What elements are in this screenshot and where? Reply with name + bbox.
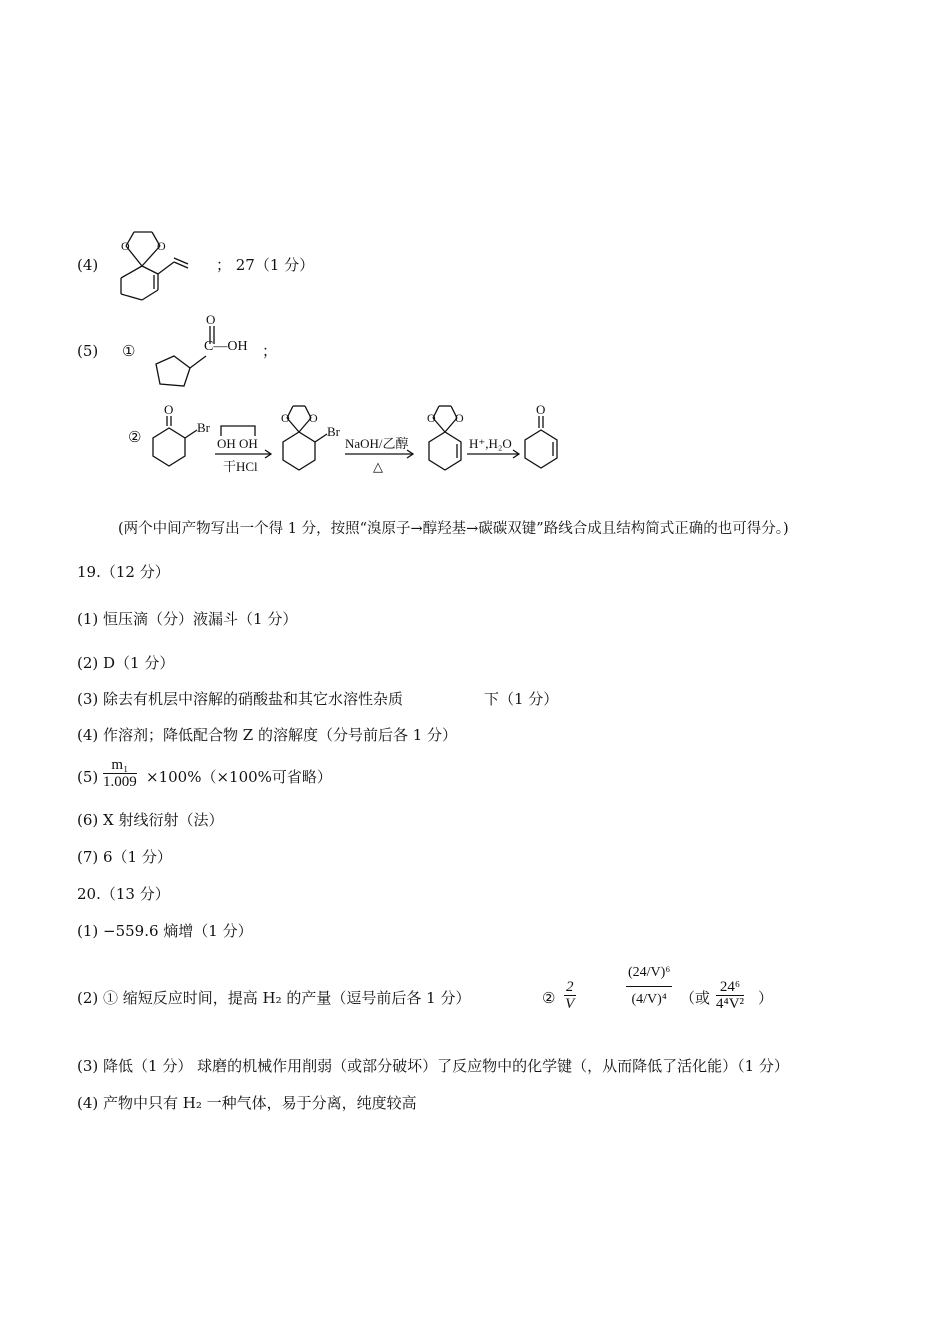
q20-f1-num: 2 (566, 979, 574, 995)
q18-5-sub1: ① (122, 342, 136, 360)
q20-answer-2: (2) ① 缩短反应时间，提高 H₂ 的产量（逗号前后各 1 分） (77, 989, 471, 1007)
o-label: O (206, 312, 216, 327)
q19-answer-1: (1) 恒压滴（分）液漏斗（1 分） (77, 610, 298, 628)
q20-f2-den: (4/V)⁴ (631, 992, 667, 1007)
ketone-o: O (164, 402, 174, 417)
reagent1-top: OH OH (217, 436, 258, 451)
q19-answer-5-rest: ×100%（×100%可省略） (146, 768, 332, 786)
q19-answer-2: (2) D（1 分） (77, 654, 175, 672)
q18-5-semicolon: ； (262, 342, 278, 360)
q19-answer-4: (4) 作溶剂；降低配合物 Z 的溶解度（分号前后各 1 分） (77, 726, 458, 744)
q20-close: ） (758, 989, 774, 1007)
q19-a5-den: 1.009 (103, 774, 137, 790)
q19-answer-3b: 下（1 分） (484, 690, 559, 708)
structure-vinyl-dioxolane (108, 228, 198, 303)
q20-f3-num: 24⁶ (716, 979, 744, 996)
br-label-2: Br (327, 424, 340, 439)
cooh-label: C—OH (204, 339, 248, 354)
q20-answer-2-sub2: ② (542, 989, 556, 1007)
q20-f1-den: V (565, 996, 575, 1012)
reagent2-top: NaOH/乙醇 (345, 436, 409, 451)
q18-4-answer: ； 27（1 分） (216, 256, 315, 274)
svg-text:O: O (121, 239, 130, 253)
q20-title: 20.（13 分） (77, 885, 170, 903)
br-label-1: Br (197, 420, 210, 435)
reagent3-top: H⁺,H₂O (469, 436, 512, 451)
q20-answer-4: (4) 产物中只有 H₂ 一种气体，易于分离，纯度较高 (77, 1094, 417, 1112)
q20-answer-1: (1) −559.6 熵增（1 分） (77, 922, 253, 940)
svg-text:O: O (455, 411, 464, 425)
q20-f2-num: (24/V)⁶ (626, 960, 672, 987)
q19-answer-7: (7) 6（1 分） (77, 848, 172, 866)
svg-text:O: O (309, 411, 318, 425)
q19-answer-5-label: (5) (77, 768, 99, 786)
q19-answer-3: (3) 除去有机层中溶解的硝酸盐和其它水溶性杂质 (77, 690, 404, 708)
q18-5-label: (5) (77, 342, 99, 360)
svg-text:O: O (281, 411, 290, 425)
reagent1-bottom: 干HCl (223, 459, 258, 474)
q19-title: 19.（12 分） (77, 563, 170, 581)
q20-or: （或 (680, 989, 711, 1007)
structure-cyclopentanecarboxylic-acid (148, 312, 268, 392)
q20-fraction-2 (626, 960, 672, 1013)
q18-5-sub2: ② (128, 428, 142, 446)
q20-f3-den: 4⁴V² (716, 996, 745, 1012)
q20-fraction-3 (716, 979, 744, 1012)
q20-answer-3: (3) 降低（1 分） 球磨的机械作用削弱（或部分破坏）了反应物中的化学键（，从而降低了活化能）（1 分） (77, 1057, 789, 1075)
q18-note: (两个中间产物写出一个得 1 分，按照“溴原子→醇羟基→碳碳双键”路线合成且结构简式正确的也可得分。) (118, 521, 789, 537)
q20-fraction-1 (564, 979, 576, 1012)
enone-o: O (536, 402, 546, 417)
q18-4-label: (4) (77, 256, 99, 274)
reagent2-bottom: △ (373, 459, 383, 474)
svg-text:O: O (157, 239, 166, 253)
synthesis-route (145, 398, 595, 488)
svg-text:O: O (427, 411, 436, 425)
q19-answer-6: (6) X 射线衍射（法） (77, 811, 224, 829)
q19-a5-num: m₁ (103, 757, 137, 774)
q19-answer-5-fraction (103, 757, 137, 790)
